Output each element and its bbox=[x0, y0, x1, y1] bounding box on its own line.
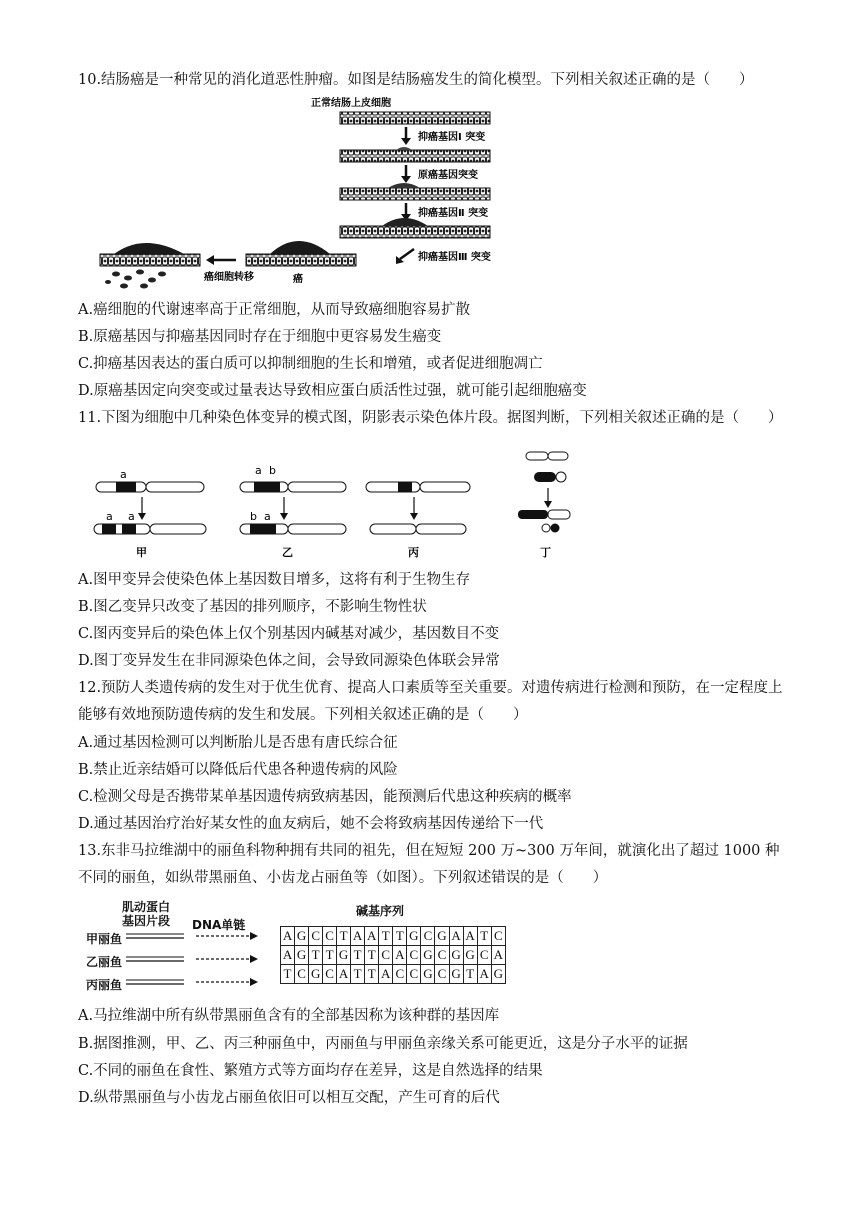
label-normal-cells: 正常结肠上皮细胞 bbox=[311, 98, 391, 109]
base-cell: G bbox=[295, 946, 309, 965]
label-yi: 乙 bbox=[282, 546, 293, 559]
sequence-row bbox=[281, 946, 506, 965]
q13-stem: 13.东非马拉维湖中的丽鱼科物种拥有共同的祖先，但在短短 200 万~300 万年间，就演化出了超过 1000 种不同的丽鱼，如纵带黑丽鱼、小齿龙占丽鱼等（如图）。下列叙述错误的是（ ） bbox=[78, 843, 780, 886]
header-dna-strand: DNA单链 bbox=[192, 918, 246, 932]
cell-layer-step2 bbox=[340, 188, 490, 200]
cell-bulge bbox=[382, 218, 428, 226]
chromosome-segment bbox=[254, 482, 280, 492]
chromosome-segment bbox=[122, 524, 136, 534]
row-name-bing: 丙丽鱼 bbox=[86, 978, 123, 992]
diagram-jia bbox=[94, 468, 206, 559]
chromosome-arm bbox=[420, 482, 470, 492]
label-step3: 抑癌基因Ⅱ 突变 bbox=[418, 208, 489, 219]
base-cell: C bbox=[323, 965, 337, 984]
chromosome-arm-shaded bbox=[534, 472, 556, 482]
base-cell: C bbox=[477, 946, 491, 965]
base-cell: C bbox=[407, 946, 421, 965]
q10-cancer-model-figure bbox=[96, 96, 516, 292]
q11-option-c: C.图丙变异后的染色体上仅个别基因内碱基对减少，基因数目不变 bbox=[78, 626, 500, 642]
tumor-mass bbox=[270, 241, 330, 254]
arrowhead-icon bbox=[250, 978, 258, 986]
base-cell: T bbox=[463, 965, 477, 984]
base-cell: G bbox=[421, 965, 435, 984]
gene-fragment-lines bbox=[126, 928, 286, 992]
base-cell: T bbox=[351, 946, 365, 965]
base-cell: A bbox=[463, 927, 477, 946]
base-cell: T bbox=[309, 946, 323, 965]
base-cell: C bbox=[379, 946, 393, 965]
q10-option-c: C.抑癌基因表达的蛋白质可以抑制细胞的生长和增殖，或者促进细胞凋亡 bbox=[78, 356, 543, 372]
arrowhead-icon bbox=[206, 255, 214, 265]
q13-option-d: D.纵带黑丽鱼与小齿龙占丽鱼依旧可以相互交配，产生可育的后代 bbox=[78, 1090, 500, 1106]
diagram-ding bbox=[518, 452, 570, 559]
chromosome-arm-shaded bbox=[518, 510, 548, 519]
label-cancer: 癌 bbox=[293, 274, 303, 285]
chromosome-arm bbox=[150, 524, 206, 534]
base-cell: T bbox=[379, 927, 393, 946]
chromosome-arm bbox=[288, 482, 346, 492]
base-cell: G bbox=[309, 965, 323, 984]
arrowhead-icon bbox=[250, 955, 258, 963]
gene-label-a: a bbox=[128, 510, 135, 523]
cell-layer-step1 bbox=[340, 150, 490, 162]
base-sequence-table bbox=[280, 926, 506, 984]
base-cell: T bbox=[323, 946, 337, 965]
base-cell: G bbox=[435, 927, 449, 946]
base-cell: C bbox=[421, 927, 435, 946]
chromosome-segment bbox=[250, 524, 276, 534]
chromosome-arm bbox=[542, 524, 550, 532]
chromosome-segment bbox=[102, 524, 116, 534]
label-step4: 抑癌基因Ⅲ 突变 bbox=[418, 252, 491, 263]
chromosome-arm bbox=[526, 452, 548, 460]
base-cell: G bbox=[449, 965, 463, 984]
cell-layer-step3 bbox=[340, 226, 490, 238]
base-cell: C bbox=[491, 927, 505, 946]
gene-label-a: a bbox=[264, 510, 271, 523]
q10-option-d: D.原癌基因定向突变或过量表达导致相应蛋白质活性过强，就可能引起细胞癌变 bbox=[78, 383, 587, 399]
base-cell: A bbox=[449, 927, 463, 946]
base-cell: G bbox=[407, 927, 421, 946]
base-cell: T bbox=[365, 965, 379, 984]
cell-bulge bbox=[388, 183, 420, 188]
diagram-bing bbox=[366, 482, 470, 559]
base-cell: A bbox=[351, 927, 365, 946]
base-cell: A bbox=[281, 946, 295, 965]
base-cell: G bbox=[337, 946, 351, 965]
base-cell: A bbox=[393, 946, 407, 965]
base-cell: T bbox=[351, 965, 365, 984]
chromosome-arm bbox=[370, 524, 416, 534]
base-cell: G bbox=[491, 965, 505, 984]
gene-label-a: a bbox=[106, 510, 113, 523]
base-cell: T bbox=[337, 927, 351, 946]
base-cell: T bbox=[477, 927, 491, 946]
q13-option-a: A.马拉维湖中所有纵带黑丽鱼含有的全部基因称为该种群的基因库 bbox=[78, 1008, 500, 1024]
arrowhead-icon bbox=[544, 501, 552, 508]
chromosome-arm bbox=[146, 482, 204, 492]
q12-option-c: C.检测父母是否携带某单基因遗传病致病基因，能预测后代患这种疾病的概率 bbox=[78, 789, 572, 805]
q13-option-b: B.据图推测，甲、乙、丙三种丽鱼中，丙丽鱼与甲丽鱼亲缘关系可能更近，这是分子水平的证据 bbox=[78, 1036, 688, 1052]
chromosome-arm-shaded bbox=[551, 524, 560, 533]
cell-layer-cancer bbox=[246, 254, 356, 266]
label-ding: 丁 bbox=[540, 546, 551, 559]
base-cell: A bbox=[337, 965, 351, 984]
label-bing: 丙 bbox=[408, 546, 419, 559]
q13-dna-figure bbox=[86, 900, 506, 992]
q12-option-d: D.通过基因治疗治好某女性的血友病后，她不会将致病基因传递给下一代 bbox=[78, 816, 544, 832]
base-cell: C bbox=[393, 965, 407, 984]
base-cell: G bbox=[421, 946, 435, 965]
arrowhead-icon bbox=[280, 513, 288, 520]
q11-option-d: D.图丁变异发生在非同源染色体之间，会导致同源染色体联会异常 bbox=[78, 653, 500, 669]
base-cell: G bbox=[463, 946, 477, 965]
row-name-jia: 甲丽鱼 bbox=[86, 932, 123, 946]
base-cell: C bbox=[295, 965, 309, 984]
q10-option-a: A.癌细胞的代谢速率高于正常细胞，从而导致癌细胞容易扩散 bbox=[78, 302, 471, 318]
arrowhead-icon bbox=[250, 932, 258, 940]
base-cell: T bbox=[281, 965, 295, 984]
base-cell: T bbox=[365, 946, 379, 965]
sequence-row bbox=[281, 927, 506, 946]
base-cell: C bbox=[435, 946, 449, 965]
row-name-yi: 乙丽鱼 bbox=[86, 955, 123, 969]
label-jia: 甲 bbox=[136, 546, 147, 559]
label-step2: 原癌基因突变 bbox=[418, 170, 478, 181]
cell-layer-metastasis bbox=[100, 254, 200, 266]
chromosome-arm bbox=[548, 452, 568, 460]
base-cell: C bbox=[309, 927, 323, 946]
base-cell: A bbox=[281, 927, 295, 946]
sequence-row bbox=[281, 965, 506, 984]
diagram-yi bbox=[240, 464, 346, 559]
base-cell: C bbox=[435, 965, 449, 984]
q10-option-b: B.原癌基因与抑癌基因同时存在于细胞中更容易发生癌变 bbox=[78, 329, 442, 345]
q11-chromosome-variation-figure bbox=[88, 440, 608, 564]
label-step1: 抑癌基因Ⅰ 突变 bbox=[418, 132, 486, 143]
q12-option-b: B.禁止近亲结婚可以降低后代患各种遗传病的风险 bbox=[78, 762, 398, 778]
arrowhead-icon bbox=[138, 513, 146, 520]
label-metastasis: 癌细胞转移 bbox=[204, 272, 254, 283]
chromosome-arm bbox=[416, 524, 466, 534]
q12-stem: 12.预防人类遗传病的发生对于优生优育、提高人口素质等至关重要。对遗传病进行检测和预防，在一定程度上能够有效地预防遗传病的发生和发展。下列相关叙述正确的是（ ） bbox=[78, 680, 783, 723]
base-cell: T bbox=[393, 927, 407, 946]
base-cell: A bbox=[491, 946, 505, 965]
chromosome-arm bbox=[556, 472, 566, 482]
header-gene-fragment bbox=[114, 900, 178, 928]
tumor-mass bbox=[114, 243, 184, 254]
cell-bulge bbox=[396, 147, 412, 150]
gene-label-a: a bbox=[120, 468, 127, 481]
q11-option-b: B.图乙变异只改变了基因的排列顺序，不影响生物性状 bbox=[78, 599, 427, 615]
q12-option-a: A.通过基因检测可以判断胎儿是否患有唐氏综合征 bbox=[78, 735, 398, 751]
chromosome-arm bbox=[548, 510, 570, 519]
q10-stem: 10.结肠癌是一种常见的消化道恶性肿瘤。如图是结肠癌发生的简化模型。下列相关叙述正确的是（ ） bbox=[78, 72, 754, 88]
base-cell: A bbox=[477, 965, 491, 984]
base-cell: G bbox=[449, 946, 463, 965]
q13-option-c: C.不同的丽鱼在食性、繁殖方式等方面均存在差异，这是自然选择的结果 bbox=[78, 1063, 543, 1079]
header-gene-line1: 肌动蛋白 bbox=[121, 900, 170, 914]
gene-label-a: a bbox=[255, 464, 262, 477]
base-cell: C bbox=[323, 927, 337, 946]
base-cell: A bbox=[365, 927, 379, 946]
chromosome-segment bbox=[116, 482, 136, 492]
gene-label-b: b bbox=[269, 464, 276, 477]
chromosome-arm bbox=[288, 524, 346, 534]
header-base-sequence: 碱基序列 bbox=[356, 904, 405, 918]
base-cell: G bbox=[295, 927, 309, 946]
base-cell: A bbox=[379, 965, 393, 984]
chromosome-segment bbox=[398, 482, 412, 492]
header-gene-line2: 基因片段 bbox=[121, 914, 170, 928]
q11-option-a: A.图甲变异会使染色体上基因数目增多，这将有利于生物生存 bbox=[78, 572, 471, 588]
arrowhead-icon bbox=[401, 176, 411, 183]
base-cell: C bbox=[407, 965, 421, 984]
arrowhead-icon bbox=[410, 513, 418, 520]
cell-layer-normal bbox=[340, 112, 490, 124]
arrowhead-icon bbox=[401, 138, 411, 145]
scattered-cancer-cells bbox=[105, 270, 166, 289]
q11-stem: 11.下图为细胞中几种染色体变异的模式图，阴影表示染色体片段。据图判断，下列相关叙述正确的是（ ） bbox=[78, 410, 783, 426]
gene-label-b: b bbox=[250, 510, 257, 523]
arrow-down-left-icon bbox=[400, 249, 414, 259]
